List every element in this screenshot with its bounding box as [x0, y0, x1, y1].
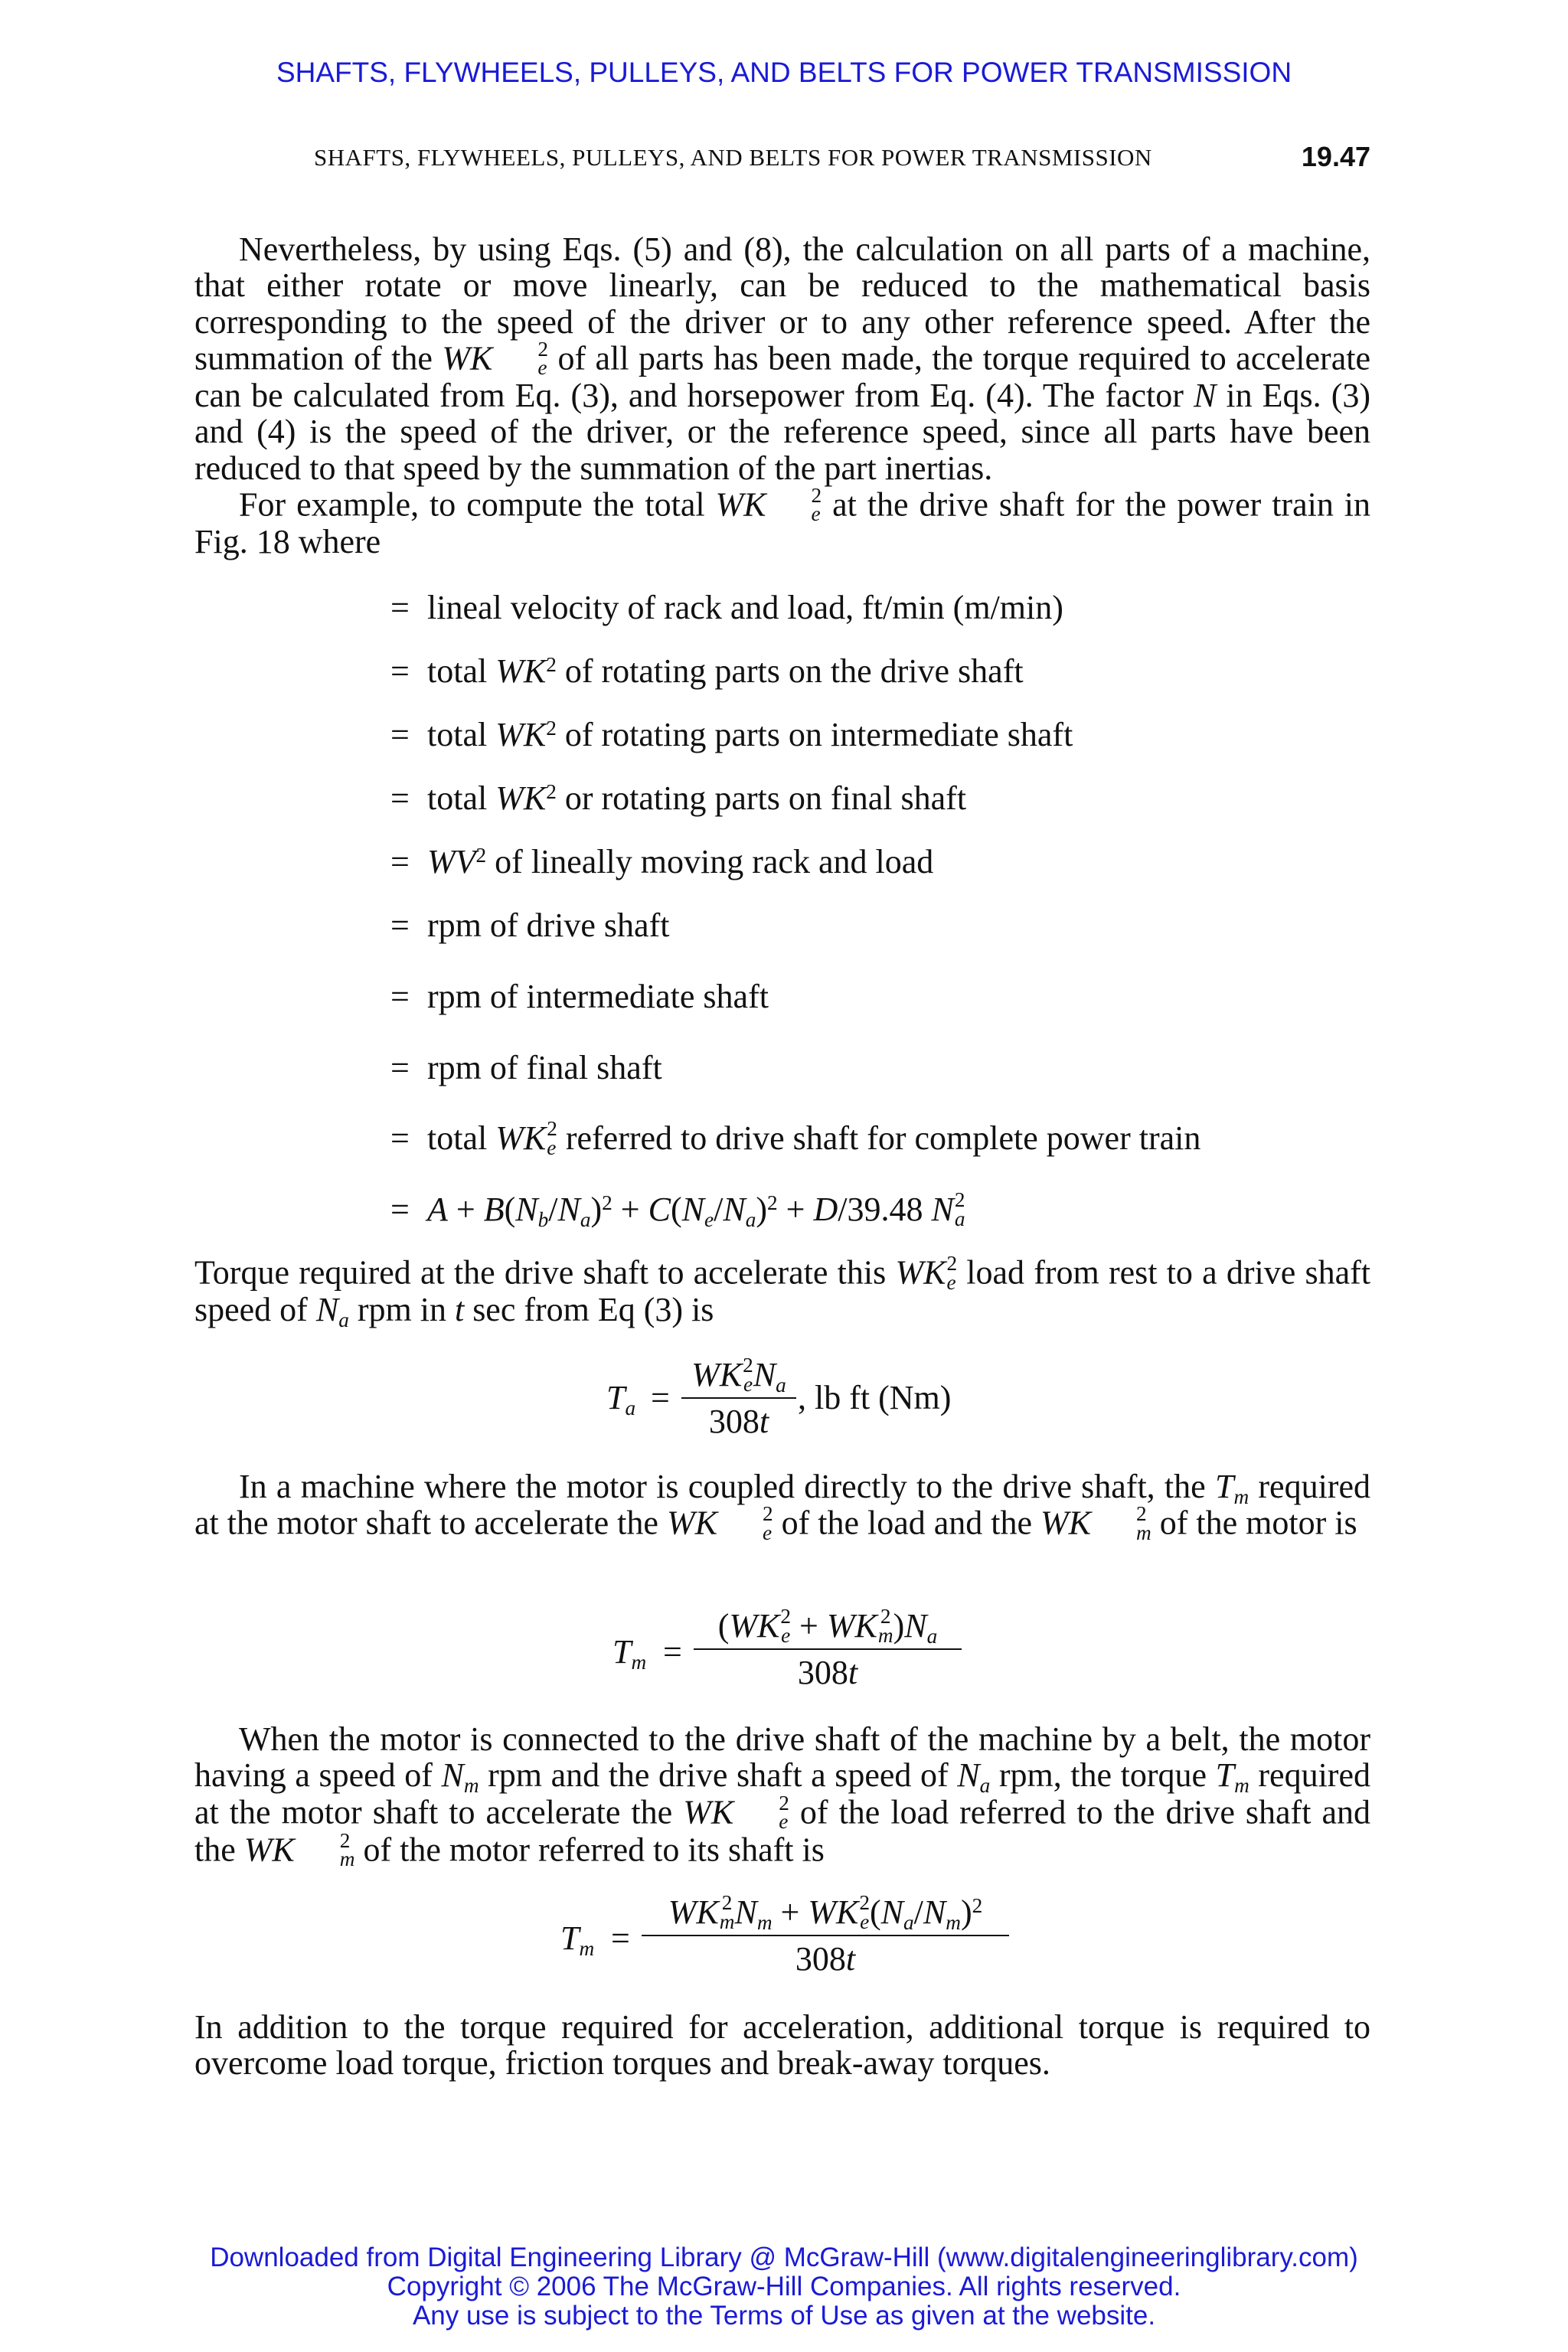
equation-Tm-direct: $T_m$ = (WK 2 e + WK 2 m )$N_a$ 308t [612, 1606, 980, 1698]
equation-Ta: $T_a$ = WK 2 e $N_a$ 308t , lb ft (Nm) [606, 1354, 952, 1440]
footer-line-3: Any use is subject to the Terms of Use as given at the website. [412, 2301, 1156, 2331]
running-head [314, 141, 1370, 179]
footer-line-1[interactable]: Downloaded from Digital Engineering Library @ McGraw-Hill (www.digitalengineeringlibrary.com) [210, 2243, 1358, 2272]
equation-Tm-belt: $T_m$ = WK 2 m $N_m$ + WK 2 e $(N_a/N_m)^2$ 308t [560, 1893, 1035, 1984]
paragraph-6: In addition to the torque required for acceleration, additional torque is required to overcome load torque, friction torques and break-away torques. [194, 2008, 1370, 2082]
paragraph-3: Torque required at the drive shaft to accelerate this WK 2 e load from rest to a drive shaft speed of $N_a$ rpm in t sec from Eq (3) is [194, 1252, 1370, 1332]
copyright-footer [0, 2243, 1568, 2331]
paragraph-1: Nevertheless, by using Eqs. (5) and (8), the calculation on all parts of a machine, that either rotate or move linearly, can be reduced to the mathematical basis corresponding to the speed of the driver or to any other reference speed. After the summation of the WK 2 e of all parts has been made, the torque required to accelerate can be calculated from Eq. (3), and horsepower from Eq. (4). The factor N in Eqs. (3) and (4) is the speed of the driver, or the reference speed, since all parts have been reduced to that speed by the summation of the part inertias. [194, 230, 1371, 487]
paragraph-5: When the motor is connected to the drive shaft of the machine by a belt, the motor having a speed of $N_m$ rpm and the drive shaft a speed of $N_a$ rpm, the torque $T_m$ required at the motor shaft to accelerate the WK 2 e of the load referred to the drive shaft and the WK 2 m of the motor referred to its shaft is [194, 1720, 1370, 1871]
paragraph-4: In a machine where the motor is coupled directly to the drive shaft, the $T_m$ required at the motor shaft to accelerate the WK 2 e of the load and the WK 2 m of the motor is [194, 1468, 1370, 1544]
running-head-title: SHAFTS, FLYWHEELS, PULLEYS, AND BELTS FOR POWER TRANSMISSION [314, 144, 1152, 171]
paragraph-2: For example, to compute the total WK 2 e at the drive shaft for the power train in Fig. 18 where [194, 483, 1370, 560]
footer-line-2: Copyright © 2006 The McGraw-Hill Companies. All rights reserved. [387, 2272, 1181, 2301]
page-number: 19.47 [1301, 141, 1370, 172]
download-banner: SHAFTS, FLYWHEELS, PULLEYS, AND BELTS FOR POWER TRANSMISSION [276, 57, 1292, 88]
intro-text [194, 231, 1370, 560]
